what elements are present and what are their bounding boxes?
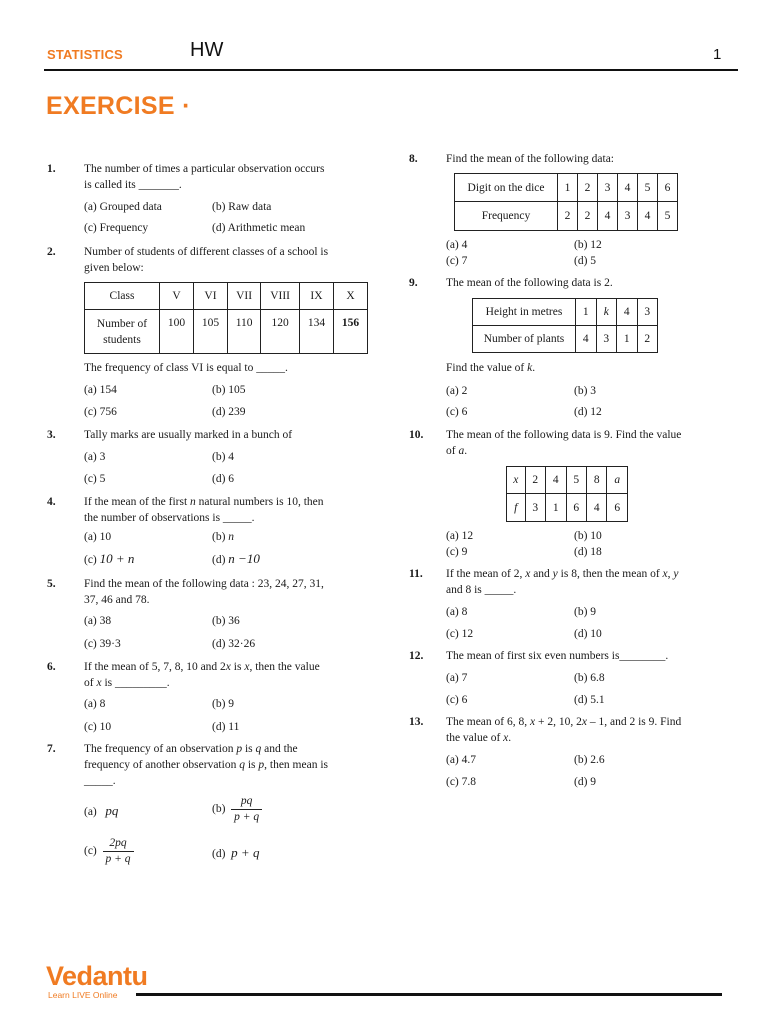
option-c: (c) 39·3 [84,638,121,650]
logo-tagline: Learn LIVE Online [48,990,118,1000]
option-c: (c) 756 [84,406,117,418]
table-cell: 4 [618,174,638,202]
question-number: 10. [409,429,424,441]
option-c: (c) 5 [84,473,106,485]
table-cell: 3 [618,202,638,231]
option-b: (b) $\frac{pq}{p + q}$ [212,794,262,825]
table-cell: 2 [558,202,578,231]
option-b: (b) 36 [212,615,240,627]
option-c: (c) 9 [446,546,468,558]
option-d: (d) 18 [574,546,602,558]
option-d: (d) 239 [212,406,246,418]
option-a: (a) 12 [446,530,474,542]
table-cell: VII [228,283,261,310]
option-a: (a) 10 [84,531,112,543]
question-13-text: The mean of 6, 8, x + 2, 10, 2x – 1, and 2 is 9. Find the value of x. [446,716,682,744]
option-b: (b) 3 [574,385,597,397]
question-number: 9. [409,277,418,289]
question-10-text: The mean of the following data is 9. Find the value of a. [446,429,682,457]
table-cell: 2 [525,467,545,494]
table-cell: 3 [525,494,545,522]
table-cell: 2 [578,202,598,231]
option-a: (a) 3 [84,451,106,463]
table-cell: 6 [658,174,678,202]
table-cell: V [160,283,194,310]
dice-frequency-table [454,173,678,231]
option-d: (d) 9 [574,776,597,788]
table-cell: 3 [598,174,618,202]
option-d: (d) 12 [574,406,602,418]
table-cell: VI [194,283,228,310]
option-c: (c) 7.8 [446,776,477,788]
question-number: 4. [47,496,56,508]
question-number: 11. [409,568,423,580]
fraction: $\frac{pq}{p + q}$ [231,794,262,825]
option-d: (d) 32·26 [212,638,256,650]
option-c: (c) 6 [446,406,468,418]
table-cell: k [596,299,617,326]
table-cell: 4 [598,202,618,231]
table-cell: IX [299,283,333,310]
table-cell: 1 [617,326,638,353]
option-d: (d) 11 [212,721,240,733]
x-f-table [506,466,628,522]
question-number: 12. [409,650,424,662]
question-7-text: The frequency of an observation p is q and the frequency of another observation q is p, then mean is _____. [84,743,328,787]
option-b: (b) 9 [212,698,235,710]
table-cell: 6 [607,494,628,522]
table-cell: 5 [658,202,678,231]
question-3-text: Tally marks are usually marked in a bunch of [84,429,293,441]
table-cell: Frequency [455,202,558,231]
question-9-followup: Find the value of k. [446,362,536,374]
question-12-text: The mean of first six even numbers is________. [446,650,669,662]
question-4-text: If the mean of the first n natural numbers is 10, then the number of observations is _____. [84,496,324,524]
table-cell: 134 [299,310,333,354]
question-11-text: If the mean of 2, x and y is 8, then the mean of x, y and 8 is _____. [446,568,679,596]
table-row-label: Number of students [85,310,160,354]
table-cell: 100 [160,310,194,354]
table-cell: 1 [546,494,566,522]
option-d: (d) 5.1 [574,694,605,706]
question-number: 1. [47,163,56,175]
option-b: (b) 4 [212,451,235,463]
option-d: (d) 6 [212,473,235,485]
question-number: 5. [47,578,56,590]
option-d: (d) 5 [574,255,597,267]
table-cell: VIII [261,283,300,310]
question-number: 3. [47,429,56,441]
table-cell: Digit on the dice [455,174,558,202]
page-number: 1 [713,46,722,63]
table-cell: 3 [637,299,658,326]
option-a: (a) 8 [84,698,106,710]
option-a: (a) 38 [84,615,112,627]
option-a: (a) 4 [446,239,468,251]
option-d: (d) n −10 [212,551,260,566]
question-2-text: Number of students of different classes of a school is given below: [84,246,329,274]
table-cell: 1 [558,174,578,202]
table-cell: 105 [194,310,228,354]
class-frequency-table [84,282,368,354]
table-cell: a [607,467,628,494]
table-cell: 3 [596,326,617,353]
option-a: (a) 4.7 [446,754,477,766]
option-c: (c) 12 [446,628,474,640]
table-cell: Class [85,283,160,310]
option-b: (b) 6.8 [574,672,605,684]
table-cell: 4 [546,467,566,494]
question-1-text: The number of times a particular observation occurs is called its _______. [84,163,325,191]
question-number: 8. [409,153,418,165]
table-cell: 6 [566,494,586,522]
question-number: 7. [47,743,56,755]
option-a: (a) pq [84,803,119,818]
question-number: 13. [409,716,424,728]
table-cell: 4 [586,494,606,522]
option-d: (d) Arithmetic mean [212,222,306,234]
option-b: (b) n [212,531,235,543]
question-2-followup: The frequency of class VI is equal to _____. [84,362,288,374]
table-cell: 4 [638,202,658,231]
option-c: (c) 10 + n [84,551,135,566]
option-b: (b) 2.6 [574,754,605,766]
exercise-title: EXERCISE · [46,92,191,120]
table-cell: 4 [576,326,597,353]
table-cell: f [507,494,526,522]
question-8-text: Find the mean of the following data: [446,153,614,165]
option-d: (d) p + q [212,845,260,860]
question-9-text: The mean of the following data is 2. [446,277,613,289]
option-b: (b) 9 [574,606,597,618]
table-cell: 2 [637,326,658,353]
table-cell: 1 [576,299,597,326]
question-6-text: If the mean of 5, 7, 8, 10 and 2x is x, then the value of x is _________. [84,661,320,689]
table-cell: 5 [638,174,658,202]
option-a: (a) Grouped data [84,201,162,213]
table-cell: X [333,283,367,310]
question-number: 2. [47,246,56,258]
header-divider [44,69,738,71]
footer-divider [136,993,722,996]
table-cell: 120 [261,310,300,354]
option-c: (c) 6 [446,694,468,706]
table-cell: Height in metres [473,299,576,326]
hw-label: HW [190,39,224,61]
table-cell: 4 [617,299,638,326]
option-b: (b) 12 [574,239,602,251]
option-a: (a) 7 [446,672,468,684]
table-cell: 5 [566,467,586,494]
height-plants-table [472,298,658,353]
option-d: (d) 10 [574,628,602,640]
option-a: (a) 8 [446,606,468,618]
fraction: $\frac{2pq}{p + q}$ [103,836,134,867]
question-5-text: Find the mean of the following data : 23, 24, 27, 31, 37, 46 and 78. [84,578,324,606]
subject-title: STATISTICS [47,47,123,62]
table-cell: 156 [333,310,367,354]
table-cell: x [507,467,526,494]
option-b: (b) Raw data [212,201,272,213]
table-cell: 110 [228,310,261,354]
option-b: (b) 10 [574,530,602,542]
table-cell: 2 [578,174,598,202]
option-c: (c) $\frac{2pq}{p + q}$ [84,836,134,867]
option-c: (c) 10 [84,721,112,733]
vedantu-logo: Vedantu [46,961,148,991]
table-cell: Number of plants [473,326,576,353]
option-a: (a) 154 [84,384,117,396]
question-number: 6. [47,661,56,673]
option-b: (b) 105 [212,384,246,396]
option-c: (c) 7 [446,255,468,267]
table-cell: 8 [586,467,606,494]
option-a: (a) 2 [446,385,468,397]
option-c: (c) Frequency [84,222,149,234]
